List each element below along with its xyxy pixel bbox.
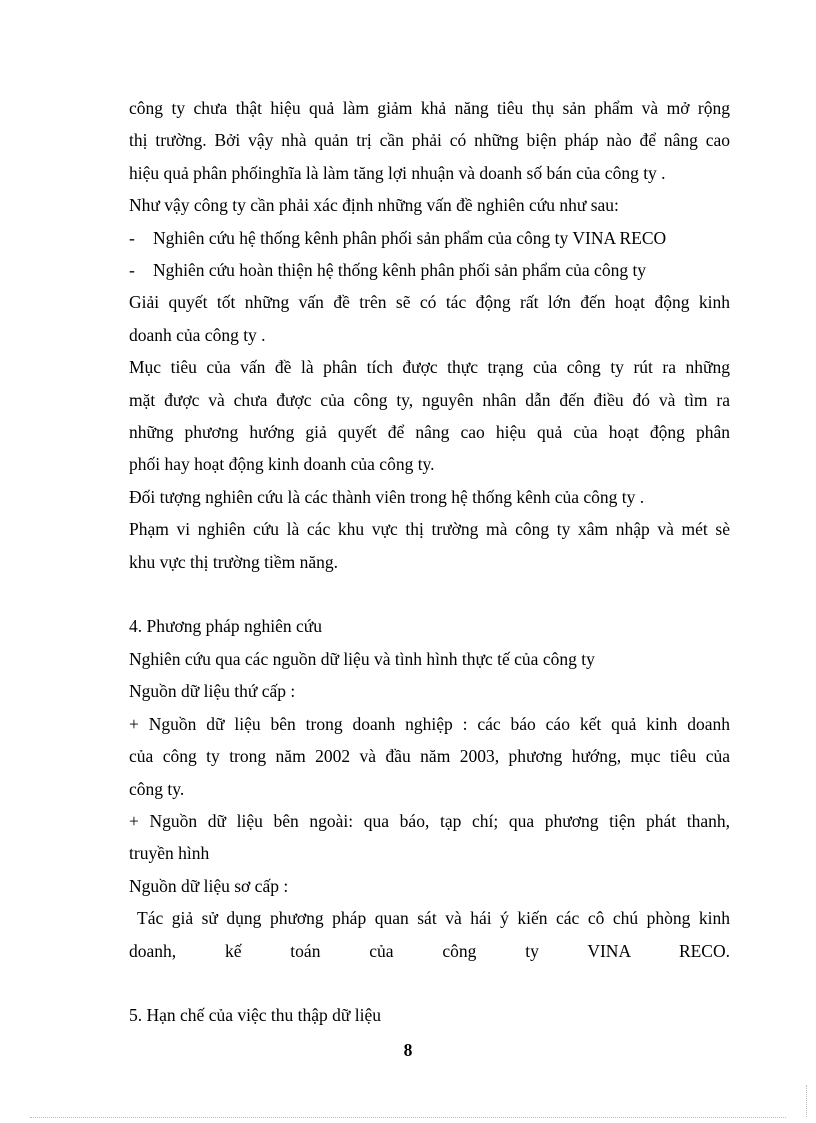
text-line: doanh của công ty .: [129, 324, 266, 345]
text-line: khu vực thị trường tiềm năng.: [129, 551, 339, 572]
bullet-text: Nghiên cứu hệ thống kênh phân phối sản phẩm của công ty VINA RECO: [153, 227, 667, 248]
bullet-item: [129, 222, 730, 254]
text-line: + Nguồn dữ liệu bên trong doanh nghiệp : các báo cáo kết quả kinh doanh: [129, 713, 730, 734]
text-line: Mục tiêu của vấn đề là phân tích được thực trạng của công ty rút ra những: [129, 357, 730, 378]
text-line: hiệu quả phân phốinghĩa là làm tăng lợi nhuận và doanh số bán của công ty .: [129, 162, 666, 183]
page-boundary-marker: [806, 1085, 807, 1117]
text-line: Nghiên cứu qua các nguồn dữ liệu và tình hình thực tế của công ty: [129, 648, 595, 669]
page-number: 8: [403, 1040, 413, 1060]
text-line: thị trường. Bởi vậy nhà quản trị cần phải có những biện pháp nào để nâng cao: [129, 130, 730, 151]
section-heading: 4. Phương pháp nghiên cứu: [129, 616, 322, 637]
text-line: truyền hình: [129, 843, 210, 864]
text-line: Đối tượng nghiên cứu là các thành viên trong hệ thống kênh của công ty .: [129, 486, 645, 507]
text-line: của công ty trong năm 2002 và đầu năm 2003, phương hướng, mục tiêu của: [129, 746, 730, 767]
page-boundary-line: [30, 1117, 786, 1118]
text-line: phối hay hoạt động kinh doanh của công ty.: [129, 454, 435, 475]
blank-line: [129, 578, 730, 610]
section-heading: 5. Hạn chế của việc thu thập dữ liệu: [129, 1005, 381, 1026]
document-body: [129, 92, 730, 1032]
bullet-dash: -: [129, 260, 135, 281]
blank-line: [129, 967, 730, 999]
bullet-dash: -: [129, 227, 135, 248]
text-line: Tác giả sử dụng phương pháp quan sát và hái ý kiến các cô chú phòng kinh: [137, 908, 730, 929]
text-line: những phương hướng giả quyết để nâng cao hiệu quả của hoạt động phân: [129, 422, 730, 443]
text-line: Nguồn dữ liệu thứ cấp :: [129, 681, 296, 702]
text-line: công ty.: [129, 778, 185, 799]
text-line: + Nguồn dữ liệu bên ngoài: qua báo, tạp chí; qua phương tiện phát thanh,: [129, 810, 730, 831]
text-line: Giải quyết tốt những vấn đề trên sẽ có tác động rất lớn đến hoạt động kinh: [129, 292, 730, 313]
bullet-text: Nghiên cứu hoàn thiện hệ thống kênh phân phối sản phẩm của công ty: [153, 260, 647, 281]
text-line: Phạm vi nghiên cứu là các khu vực thị trường mà công ty xâm nhập và mét sè: [129, 519, 730, 540]
text-line: Như vậy công ty cần phải xác định những vấn đề nghiên cứu như sau:: [129, 195, 619, 216]
text-line: mặt được và chưa được của công ty, nguyên nhân dẫn đến điều đó và tìm ra: [129, 389, 730, 410]
text-line: doanh, kế toán của công ty VINA RECO.: [129, 940, 730, 961]
text-line: công ty chưa thật hiệu quả làm giảm khả năng tiêu thụ sản phẩm và mở rộng: [129, 98, 730, 118]
text-line: Nguồn dữ liệu sơ cấp :: [129, 875, 289, 896]
bullet-item: [129, 254, 730, 286]
